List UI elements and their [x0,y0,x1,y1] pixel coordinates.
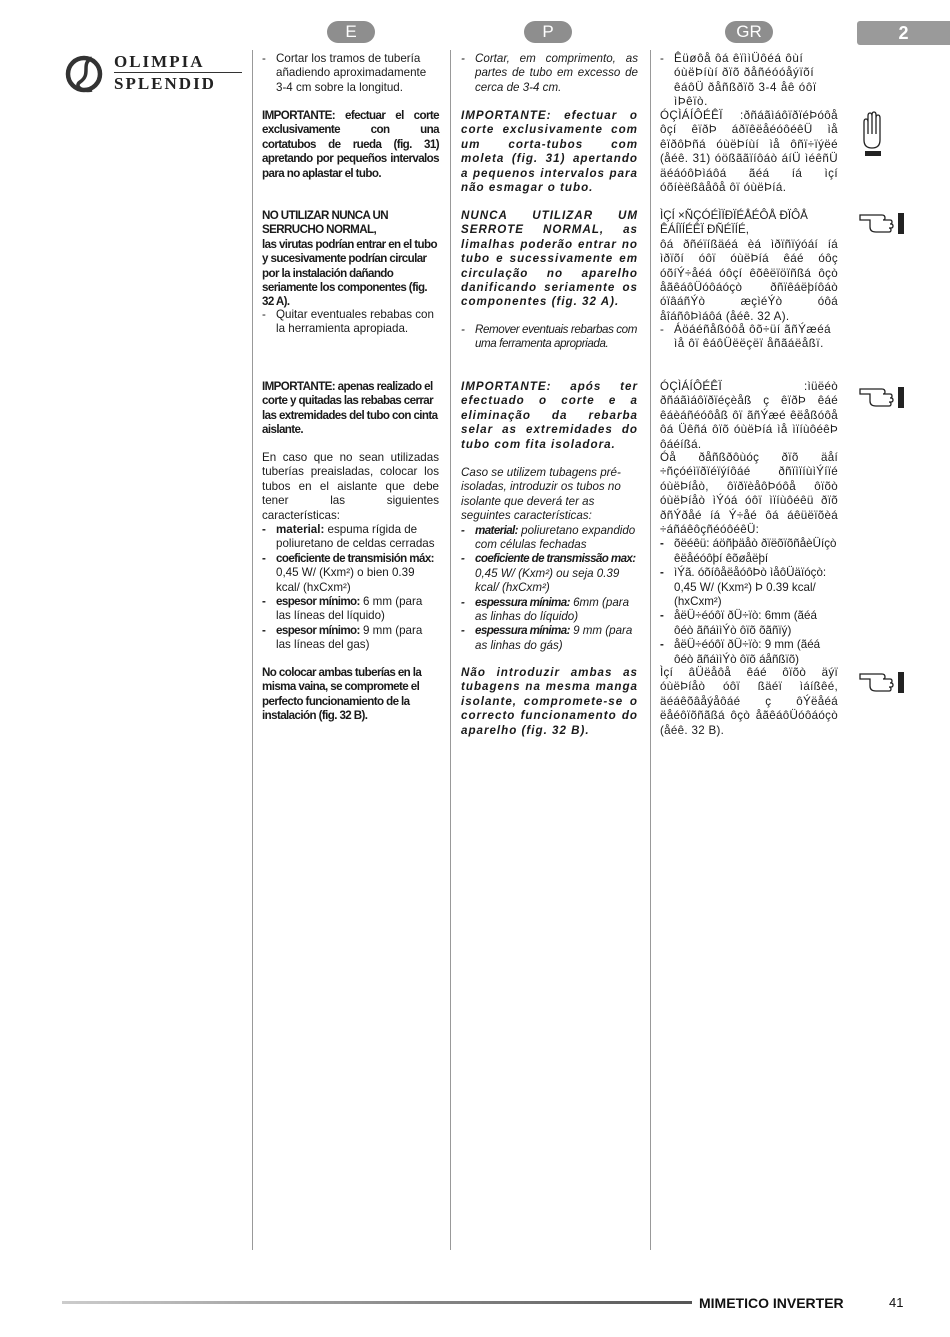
gr-paragraph-1: - Êüøôå ôá êïììÜôéá ôùí óùëÞíùí ðïõ ðåñéóóåýïõí êáôÜ ðåñßðïõ 3-4 åê óôï ìÞêïò. [660,52,838,110]
gr-warning-text: ôá ðñéïíßäéá èá ìðïñïýóáí íá ìðïõí óôï óùëÞíá êáé óôç óõíÝ÷åéá óôçí êõêëïöïñßá ôçò åãêáôÜóôáóçò ðñïêáëþíôáò óïâáñÝò æçìéÝò óôá åîáñôÞìáôá (åéê. 32 A). [660,237,838,323]
es-spec-1-key: material: [276,523,325,537]
es-spec-1-value: espuma rígida de poliuretano de celdas cerradas [276,523,435,551]
gr-spec-3-value: åëÜ÷éóôï ðÜ÷ïò: 6mm (ãéá ôéò ãñáììÝò ôïõ õãñïý) [674,609,817,637]
logo-line-2: SPLENDID [114,74,216,93]
es-spec-3-key: espesor mínimo: [276,595,360,609]
page-number: 41 [889,1295,904,1310]
pt-spec-3-key: espessura mínima: [475,595,570,609]
pt-paragraph-3: NUNCA UTILIZAR UM SERROTE NORMAL, as limalhas poderão entrar no tubo e sucessivamente em circulação no aparelho danificando seriamente os componentes (fig. 32 A). [461,209,638,309]
section-number: 2 [857,21,950,45]
es-warning-text: las virutas podrían entrar en el tubo y sucesivamente podrían circular por la instalación dañando seriamente los componentes (fig. 32 A). [262,237,437,309]
pt-spec-1-key: material: [475,523,518,537]
pt-spec-3-value: 6mm (para as linhas do líquido) [475,595,630,624]
footer-rule [62,1301,692,1304]
gr-spec-4-value: åëÜ÷éóôï ðÜ÷ïò: 9 mm (ãéá ôéò ãñáììÝò ôïõ áåñßïõ) [674,638,821,666]
pt-paragraph-4: - Remover eventuais rebarbas com uma ferramenta apropriada. [461,323,638,352]
pt-spec-1-value: poliuretano expandido com células fechadas [475,523,636,552]
es-spec-3-value: 6 mm (para las líneas del líquido) [276,595,423,623]
es-paragraph-4: - Quitar eventuales rebabas con la herramienta apropiada. [262,308,439,337]
tab-portuguese: P [524,21,572,43]
es-paragraph-6: En caso que no sean utilizadas tuberías preaisladas, colocar los tubos en el aislante que debe tener las siguientes características: [262,451,439,522]
gr-spec-1-value: õëéêü: áöñþäåò ðïëõïõñåèÜíçò êëåéóôþí êõøåëþí [674,537,837,565]
es-spec-4-value: 9 mm (para las líneas del gas) [276,623,423,652]
es-paragraph-1: - Cortar los tramos de tubería añadiendo aproximadamente 3-4 cm sobre la longitud. [262,52,439,95]
gr-warning-heading: ÌÇÍ ×ÑÇÓÉÌÏÐÏÉÅÉÔÅ ÐÏÔÅ ÊÁÍÏÍÉÊÏ ÐÑÉÏÍÉ, [660,209,808,237]
gr-paragraph-7: Ìçí âÜëåôå êáé ôïõò äýï óùëÞíåò óôï ßäéï ìáíßêé, äéáêõâåýåôáé ç ôÝëåéá ëåéôïõñãßá ôçò åãêáôÜóôáóçò (åéê. 32 B). [660,666,838,737]
es-spec-4-key: espesor mínimo: [276,623,360,637]
pt-spec-4-key: espessura mínima: [475,624,570,638]
es-paragraph-2: IMPORTANTE: efectuar el corte exclusivamente con una cortatubos de rueda (fig. 31) apretando por pequeños intervalos para no aplastar el tubo. [262,109,439,180]
tab-spanish: E [327,21,375,43]
pt-paragraph-6: Caso se utilizem tubagens pré-isoladas, introduzir os tubos no isolante que deverá ter as seguintes características: [461,466,621,523]
pointing-hand-icon [858,666,908,694]
es-spec-2-value: 0,45 W/ (Kxm²) o bien 0.39 kcal/ (hxCxm²) [276,566,415,594]
pt-paragraph-7: Não introduzir ambas as tubagens na mesma manga isolante, compromete-se o correcto funcionamento do aparelho (fig. 32 B). [461,666,638,737]
brand-logo [62,52,244,96]
footer-product-title: MIMETICO INVERTER [699,1295,844,1311]
es-paragraph-5: IMPORTANTE: apenas realizado el corte y quitadas las rebabas cerrar las extremidades del tubo con cinta aislante. [262,380,438,437]
gr-paragraph-6: Óå ðåñßðôùóç ðïõ äåí ÷ñçóéìïðïéïýíôáé ðñïìïíùìÝíïé óùëÞíåò, ôïðïèåôÞóôå ôïõò óùëÞíåò ìÝóá óôï ìïíùôéêü ðïõ ðñÝðåé íá Ý÷åé ôá áêüëïõèá ÷áñáêôçñéóôéêÜ: [660,451,838,537]
logo-line-1: OLIMPIA [114,52,205,71]
pointing-hand-icon [858,381,908,409]
tab-greek: GR [725,21,773,43]
gr-paragraph-4: - Áöáéñåßóôå ôõ÷üí ãñÝæéá ìå ôï êáôÜëëçëï åñãáëåßï. [660,323,838,352]
gr-paragraph-5: ÓÇÌÁÍÔÉÊÏ :ìüëéò ðñáãìáôïðïéçèåß ç êïðÞ êáé êáèáñéóôåß ôï ãñÝæé êëåßóôå ôá Üêñá ôïõ óùëÞíá ìå ìïíùôéêÞ ôáéíßá. [660,380,838,451]
pt-spec-4-value: 9 mm (para as linhas do gás) [475,624,633,652]
es-warning-heading: NO UTILIZAR NUNCA UN SERRUCHO NORMAL, [262,209,389,237]
logo-emblem-icon [62,52,114,96]
es-spec-2-key: coeficiente de transmisión máx: [276,551,434,565]
pointing-hand-icon [858,207,908,235]
es-paragraph-7: No colocar ambas tuberías en la misma vaina, se compromete el perfecto funcionamiento de la instalación (fig. 32 B). [262,666,422,723]
pt-paragraph-5: IMPORTANTE: após ter efectuado o corte e a eliminação da rebarba selar as extremidades do tubo com fita isoladora. [461,380,638,451]
stop-hand-icon [858,110,884,158]
pt-spec-2-key: coeficiente de transmissão max: [475,552,636,566]
pt-paragraph-2: IMPORTANTE: efectuar o corte exclusivamente com um corta-tubos com moleta (fig. 31) apertando a pequenos intervalos para não esmagar o tubo. [461,109,638,195]
gr-spec-2-value: ìÝã. óõíôåëåóôÞò ìåôÜäïóçò: 0,45 W/ (Kxm²) Þ 0.39 kcal/ (hxCxm²) [674,566,827,609]
gr-paragraph-2: ÓÇÌÁÍÔÉÊÏ :ðñáãìáôïðïéÞóôå ôçí êïðÞ áðïêëåéóôéêÜ ìå êïðôÞñá óùëÞíùí ìå ôñï÷ïýëé (åéê. 31) óößããïíôáò áíÜ ìéêñÜ äéáóôÞìáôá ãéá íá ìçí óõíèëßâåôå ôï óùëÞíá. [660,109,838,195]
pt-paragraph-1: - Cortar, em comprimento, as partes de tubo em excesso de cerca de 3-4 cm. [461,52,638,95]
pt-spec-2-value: 0,45 W/ (Kxm²) ou seja 0.39 kcal/ (hxCxm²) [475,566,620,595]
